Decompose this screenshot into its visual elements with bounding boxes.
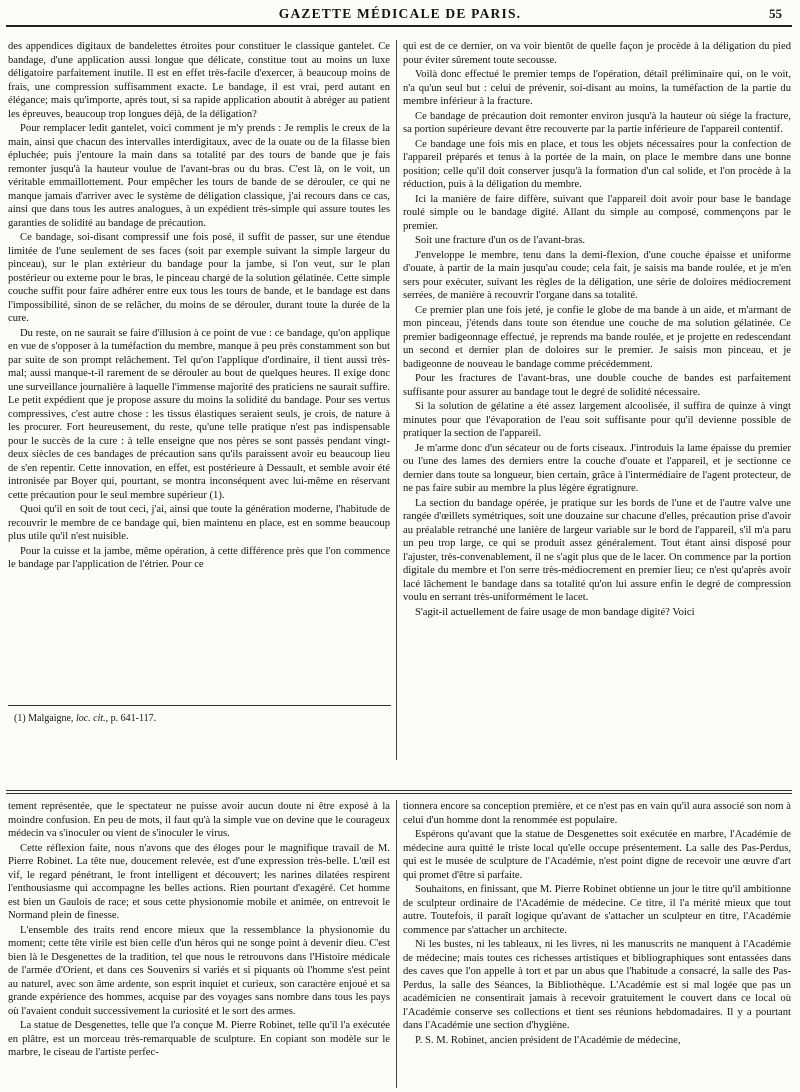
paragraph: La statue de Desgenettes, telle que l'a conçue M. Pierre Robinet, telle qu'il l'a exécutée en plâtre, est un morceau très-remarquable de sculpture. En copiant son modèle sur le marbre, le ciseau de l'artiste perfec- — [8, 1020, 390, 1058]
footnote-prefix: (1) Malgaigne, — [14, 713, 76, 724]
paragraph: J'enveloppe le membre, tenu dans la demi-flexion, d'une couche épaisse et uniforme d'ouate, à partir de la main jusqu'au coude; cela fait, je saisis ma bande roulée, et je m'en sers pour exécuter, suivant les règles de la déligation, une série de doloires médiocrement serrées, de manière à recouvrir l'organe dans sa totalité. — [403, 249, 791, 301]
paragraph: Je m'arme donc d'un sécateur ou de forts ciseaux. J'introduis la lame épaisse du premier ou l'une des lames des derniers entre la couche d'ouate et l'appareil, et je sectionne ce dernier dans toute sa longueur, bien certain, grâce à l'intermédiaire de l'agent protecteur, de ne pas faire subir au membre la plus légère égratignure. — [403, 442, 791, 494]
paragraph: Voilà donc effectué le premier temps de l'opération, détail préliminaire qui, on le voit, n'a qu'un seul but : celui de prévenir, soi-disant au moins, la tuméfaction de la partie du membre inférieur à la fracture. — [403, 69, 791, 107]
section-rule — [6, 793, 792, 794]
paragraph: Ce bandage, soi-disant compressif une fois posé, il suffit de passer, sur une étendue limitée de l'une seulement de ses faces (soit par exemple suivant la simple largeur du pinceau), sur le plan extérieur du bandage pour la jambe, si l'on veut, sur le plan postérieur ou externe pour le bras, le pinceau chargé de la solution gélatinée. Cette simple couche suffit pour faire adhérer entre eux tous les tours de bande, et le bandage est dans l'impossibilité, sinon de se relâcher, du moins de se dérouler, durant toute la durée de la cure. — [8, 232, 390, 324]
paragraph: Ce premier plan une fois jeté, je confie le globe de ma bande à un aide, et m'armant de mon pinceau, j'étends dans toute son étendue une couche de ma solution gélatinée. Ce premier badigeonnage effectué, je reprends ma bande roulée, et je projette en redescendant un second et dernier plan de doloires sur le premier. Je saisis mon pinceau, et je badigeonne de nouveau le bandage comme précédemment. — [403, 304, 791, 370]
page-number: 55 — [769, 6, 782, 21]
paragraph: L'ensemble des traits rend encore mieux que la ressemblance la physionomie du moment; cette tête virile est bien celle d'un héros qui ne songe point à devenir dieu. C'est bien là le Desgenettes de la tradition, tel que nous le retrouvons dans l'Histoire médicale de l'armée d'Orient, et dans ces Souvenirs si variés et si piquants où l'homme s'est peint au naturel, avec son âme ardente, son esprit inquiet et curieux, son caractère enjoué et sa grande expérience des hommes, acquise par des voyages sans nombre dans tous les pays où l'avaient conduit successivement la curiosité et le sort des armes. — [8, 924, 390, 1017]
paragraph: Espérons qu'avant que la statue de Desgenettes soit exécutée en marbre, l'Académie de médecine aura quitté le triste local qu'elle occupe présentement. La salle des Pas-Perdus, qui est le musée de sculpture de l'Académie, n'est point digne de recevoir une œuvre d'art qui promet d'être si parfaite. — [403, 829, 791, 881]
paragraph: Souhaitons, en finissant, que M. Pierre Robinet obtienne un jour le titre qu'il ambitionne de sculpteur ordinaire de l'Académie de médecine. Ce titre, il l'a mérité mieux que tout autre. Toutefois, il paraît logique qu'avant de s'attacher un sculpteur en titre, l'Académie commence par s'attacher un architecte. — [403, 884, 791, 936]
page-header — [0, 0, 800, 24]
paragraph: des appendices digitaux de bandelettes étroites pour constituer le classique gantelet. Ce bandage, d'une application aussi longue que délicate, constitue tout au moins un luxe déligatoire parfaitement inutile. Il est en effet très-facile d'exercer, à beaucoup moins de frais, une compression suffisamment exacte. Le bandage, il est vrai, perd autant en élégance; mais qu'importe, après tout, si sa rapide application aboutit à abréger au patient les épreuves, beaucoup trop longues déjà, de la déligation? — [8, 41, 390, 120]
paragraph: S'agit-il actuellement de faire usage de mon bandage digité? Voici — [415, 606, 695, 618]
header-rule — [6, 25, 792, 27]
paragraph: P. S. M. Robinet, ancien président de l'Académie de médecine, — [415, 1034, 681, 1046]
paragraph: Pour les fractures de l'avant-bras, une double couche de bandes est parfaitement suffisante pour assurer au bandage tout le degré de solidité nécessaire. — [403, 373, 791, 398]
footnote — [14, 713, 156, 724]
paragraph: Pour remplacer ledit gantelet, voici comment je m'y prends : Je remplis le creux de la main, ainsi que chacun des intervalles interdigitaux, avec de la ouate ou de la filasse bien épluchée; puis j'entoure la main dans sa totalité par des tours de bande que je fais remonter jusqu'à la hauteur voulue de l'avant-bras ou du bras. C'est là, on le voit, un véritable emmaillottement. Pour empêcher les tours de bande de se dérouler, ce qui ne manque jamais d'arriver avec le système de déligation classique, j'ai recours dans ce cas, ainsi que dans tous les autres analogues, à un expédient très-simple qui assure toutes les garanties de solidité au bandage de précaution. — [8, 123, 390, 229]
column-divider — [396, 40, 397, 760]
paragraph: La section du bandage opérée, je pratique sur les bords de l'une et de l'autre valve une rangée d'œillets symétriques, soit une douzaine sur chacune d'elles, précaution prise d'avoir au préalable retranché une lanière de largeur variable sur le bord de l'appareil, s'il m'a paru un peu trop large, ce qui se produit assez généralement. Tout étant ainsi disposé pour l'ajuster, très-convenablement, il ne s'agit plus que de le lacer. On commence par la portion digitale du membre et l'on serre très-médiocrement en premier lieu; ce n'est qu'après avoir lacé lâchement le bandage dans sa totalité qu'on lui assure enfin le degré de compression voulu en serrant très-uniformément le lacet. — [403, 497, 791, 603]
paragraph: tement représentée, que le spectateur ne puisse avoir aucun doute ni être exposé à la moindre confusion. En peu de mots, il faut qu'à la simple vue on devine que le courageux médecin va s'inoculer ou vient de s'inoculer le virus. — [8, 801, 390, 839]
feuilleton-column-right — [403, 800, 791, 1088]
column-divider — [396, 800, 397, 1088]
footnote-citation: loc. cit. — [75, 713, 106, 724]
footnote-rule — [8, 705, 391, 706]
paragraph: Ici la manière de faire diffère, suivant que l'appareil doit avoir pour base le bandage roulé simple ou le bandage digité. Allant du simple au composé, commençons par le premier. — [403, 193, 791, 232]
paragraph: Ce bandage une fois mis en place, et tous les objets nécessaires pour la confection de l'appareil préparés et tenus à la portée de la main, on place le membre dans une bonne position; celle qu'il doit conserver jusqu'à la formation d'un cal solide, et l'on procède à la réduction, puis à la déligation du membre. — [403, 138, 791, 190]
footnote-suffix: , p. 641-117. — [105, 713, 157, 724]
paragraph: Si la solution de gélatine a été assez largement alcoolisée, il suffira de quinze à vingt minutes pour que l'évaporation de l'eau soit suffisante pour qu'il devienne possible de pratiquer la section de l'appareil. — [403, 401, 791, 439]
paragraph: Ni les bustes, ni les tableaux, ni les livres, ni les manuscrits ne manquent à l'Académie de médecine; mais toutes ces richesses artistiques et bibliographiques sont entassées dans des caves que l'on appelle à tort et par un abus que l'habitude a consacré, la salle des Pas-Perdus, la salle des Séances, la Bibliothèque. L'Académie est si mal logée que pas un académicien ne consentirait jamais à recevoir gratuitement le couvert dans ce local où l'Académie conserve ses collections et tient ses réunions hebdomadaires. Il y a pourtant dans l'Académie une section d'hygiène. — [403, 939, 791, 1031]
paragraph: Soit une fracture d'un os de l'avant-bras. — [415, 235, 586, 246]
paragraph: qui est de ce dernier, on va voir bientôt de quelle façon je procède à la déligation du pied pour éviter sûrement toute secousse. — [403, 41, 791, 66]
paragraph: Cette réflexion faite, nous n'avons que des éloges pour le magnifique travail de M. Pierre Robinet. La tête nue, doucement relevée, est d'une expression très-belle. L'œil est vif, le regard pénétrant, le front intelligent et découvert; les narines dilatées respirent l'enthousiasme qui accompagne les belles actions. Rien pourtant d'exagéré. Cet homme est bien un Gaulois de race; et sous cette physionomie mobile et animée, on entrevoit le Normand plein de finesse. — [8, 842, 390, 921]
paragraph: Pour la cuisse et la jambe, même opération, à cette différence près que l'on commence le bandage par l'application de l'étrier. Pour ce — [8, 545, 390, 570]
paragraph: Ce bandage de précaution doit remonter environ jusqu'à la hauteur où siége la fracture, sa portion supérieure devant être recouverte par la partie inférieure de l'appareil contentif. — [403, 110, 791, 135]
paragraph: Quoi qu'il en soit de tout ceci, j'ai, ainsi que toute la génération moderne, l'habitude de recouvrir le membre de ce bandage qui, bien maintenu en place, est en somme beaucoup plus utile qu'il n'est nuisible. — [8, 504, 390, 542]
article-column-right — [403, 40, 791, 765]
journal-title: GAZETTE MÉDICALE DE PARIS. — [278, 6, 522, 21]
section-rule — [6, 790, 792, 791]
article-column-left — [8, 40, 390, 700]
feuilleton-column-left — [8, 800, 390, 1088]
paragraph: Du reste, on ne saurait se faire d'illusion à ce point de vue : ce bandage, qu'on applique en vue de s'opposer à la tuméfaction du membre, manque à peu près constamment son but par suite de son prompt relâchement. Tel qu'on l'applique d'ordinaire, il tient aussi très-mal; aussi manque-t-il rarement de se dérouler au bout de quelques heures. Il exige donc une surveillance journalière à laquelle l'immense majorité des praticiens ne saurait suffire. Le petit expédient que je propose assure du moins la solidité du bandage. Pour ses vertus compressives, c'est autre chose : les tissus élastiques seraient seuls, je crois, de nature à les procurer. Fort heureusement, du reste, qu'une telle pratique n'est pas indispensable pour le succès de la cure : à telle enseigne que nos pères se sont passés pendant vingt-deux siècles de ces bandages de précaution sans qu'ils paraissent avoir eu beaucoup lieu de s'en repentir. Cette innovation, en effet, est postérieure à Dessault, et semble avoir été intronisée par Boyer qui, pourtant, se montra inconséquent avec lui-même en réservant cette précaution pour le seul membre supérieur (1). — [8, 327, 390, 501]
paragraph: tionnera encore sa conception première, et ce n'est pas en vain qu'il aura associé son nom à celui d'un homme dont la renommée est populaire. — [403, 801, 791, 826]
